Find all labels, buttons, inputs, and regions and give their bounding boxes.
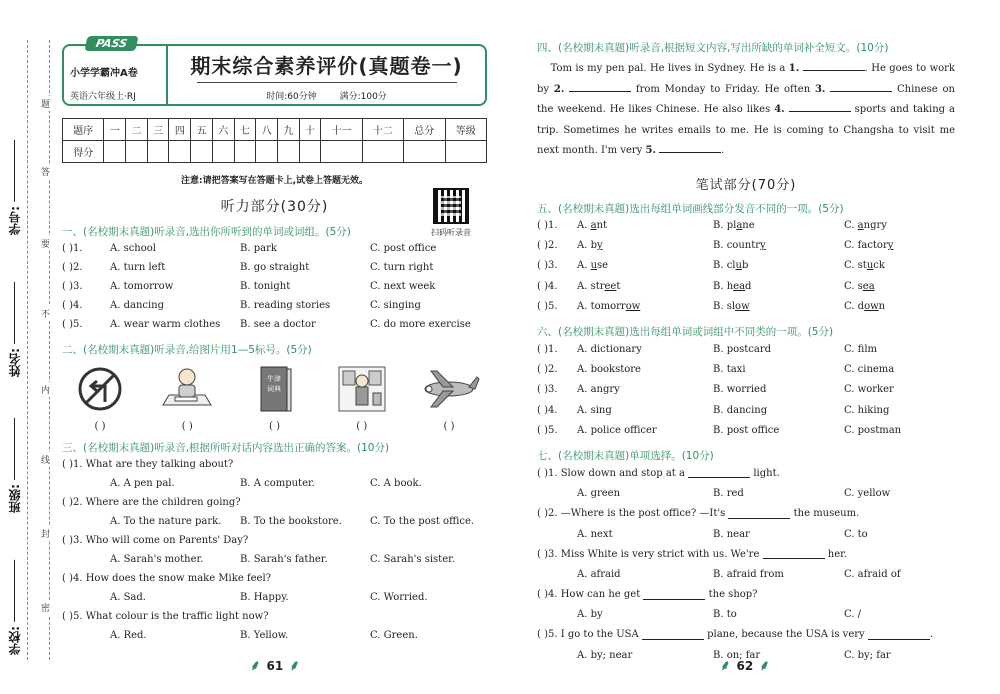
blank-input[interactable] bbox=[763, 549, 825, 559]
question-stem: ( )4. How does the snow make Mike feel? bbox=[62, 573, 272, 584]
score-cell[interactable] bbox=[321, 141, 362, 163]
score-cell[interactable] bbox=[104, 141, 126, 163]
pass-logo: PASS bbox=[84, 36, 138, 51]
list-item bbox=[62, 315, 487, 334]
book-title: 牛津 bbox=[266, 375, 281, 383]
option-c: C. cinema bbox=[844, 364, 895, 376]
list-item bbox=[537, 339, 955, 359]
blank-number: 4. bbox=[774, 104, 785, 115]
score-cell[interactable] bbox=[404, 141, 445, 163]
option-a: A. by; near bbox=[577, 649, 633, 661]
answer-paren[interactable]: ( )2. bbox=[62, 262, 83, 273]
list-item bbox=[537, 296, 955, 316]
option-c: C. A book. bbox=[370, 478, 422, 489]
option-a: A. Sarah's mother. bbox=[110, 554, 204, 565]
section-5-items bbox=[537, 216, 955, 317]
written-part-title: 笔试部分(70分) bbox=[695, 177, 797, 193]
option-c: C. Green. bbox=[370, 630, 418, 641]
option-c: C. singing bbox=[370, 300, 421, 311]
blank-number: 1. bbox=[788, 63, 800, 74]
passage-text: . bbox=[721, 145, 725, 156]
qr-code-icon[interactable] bbox=[433, 188, 469, 224]
option-b: B. postcard bbox=[713, 344, 772, 356]
section-4-heading: 四、(名校期末真题)听录音,根据短文内容,写出所缺的单词补全短文。(10分) bbox=[537, 42, 889, 54]
score-cell[interactable] bbox=[147, 141, 169, 163]
score-table-cell: 十 bbox=[299, 119, 321, 141]
score-table-cell: 题序 bbox=[63, 119, 104, 141]
answer-paren[interactable]: ( )3. bbox=[62, 281, 83, 292]
option-b: B. taxi bbox=[713, 364, 746, 376]
blank-input[interactable] bbox=[830, 82, 892, 92]
question-stem: ( )1. What are they talking about? bbox=[62, 459, 234, 470]
option-a: A. bookstore bbox=[577, 364, 641, 376]
option-a: A. To the nature park. bbox=[110, 516, 222, 527]
score-cell[interactable] bbox=[169, 141, 191, 163]
option-row bbox=[62, 588, 487, 607]
option-a: A. tomorrow bbox=[577, 300, 641, 312]
answer-paren[interactable]: ( )4. bbox=[62, 300, 83, 311]
answer-paren[interactable]: ( )3. bbox=[537, 384, 558, 396]
option-a: A. angry bbox=[577, 384, 620, 396]
option-c: C. film bbox=[844, 344, 878, 356]
passage-text: sports and taking a trip. Sometimes he writes emails to me. He is coming to Changsha to visit me next month. I'm very bbox=[537, 104, 955, 156]
book-title: 词典 bbox=[266, 385, 281, 393]
option-a: A. street bbox=[577, 280, 621, 292]
option-a: A. wear warm clothes bbox=[110, 319, 221, 330]
option-c: C. hiking bbox=[844, 404, 890, 416]
passage-text: Tom is my pen pal. He lives in Sydney. He is a bbox=[550, 63, 786, 74]
option-b: B. head bbox=[713, 280, 752, 292]
option-b: B. Happy. bbox=[240, 592, 289, 603]
option-b: B. park bbox=[240, 243, 277, 254]
option-c: C. yellow bbox=[844, 488, 891, 500]
passage-text: Chinese on the weekend. He likes Chinese. He also likes bbox=[537, 83, 955, 115]
exam-notice: 注意:请把答案写在答题卡上,试卷上答题无效。 bbox=[180, 176, 369, 186]
score-table-cell: 十一 bbox=[321, 119, 362, 141]
option-b: B. see a doctor bbox=[240, 319, 316, 330]
picture-answer-paren[interactable]: ( ) bbox=[94, 421, 106, 432]
option-c: C. by; far bbox=[844, 649, 891, 661]
option-b: B. country bbox=[713, 240, 766, 252]
school-field[interactable] bbox=[6, 560, 23, 655]
option-c: C. to bbox=[844, 528, 868, 540]
section-6-items bbox=[537, 339, 955, 440]
option-a: A. ant bbox=[577, 220, 608, 232]
picture-answer-paren[interactable]: ( ) bbox=[181, 421, 193, 432]
list-item bbox=[537, 420, 955, 440]
option-c: C. next week bbox=[370, 281, 436, 292]
blank-input[interactable] bbox=[728, 509, 790, 519]
option-a: A. Sad. bbox=[110, 592, 146, 603]
option-c: C. worker bbox=[844, 384, 894, 396]
score-table-cell: 六 bbox=[212, 119, 234, 141]
man-on-train-icon bbox=[335, 363, 389, 415]
score-table-cell: 十二 bbox=[362, 119, 403, 141]
section-7-heading: 七、(名校期末真题)单项选择。(10分) bbox=[537, 450, 714, 463]
option-a: A. Red. bbox=[110, 630, 147, 641]
option-b: B. Yellow. bbox=[240, 630, 289, 641]
score-cell[interactable] bbox=[126, 141, 148, 163]
question-stem: ( )3. Who will come on Parents' Day? bbox=[62, 535, 249, 546]
title-divider bbox=[197, 82, 457, 83]
blank-number: 2. bbox=[553, 83, 565, 95]
section-5-heading: 五、(名校期末真题)选出每组单词画线部分发音不同的一项。(5分) bbox=[537, 202, 844, 215]
list-item bbox=[537, 216, 955, 236]
binding-char: 不 bbox=[41, 306, 50, 321]
blank-input[interactable] bbox=[688, 468, 750, 478]
option-c: C. sea bbox=[844, 280, 875, 292]
question-stem: ( )4. How can he get the shop? bbox=[537, 589, 758, 601]
boy-writing-icon bbox=[157, 365, 217, 413]
list-item bbox=[537, 360, 955, 380]
score-table-cell: 二 bbox=[126, 119, 148, 141]
score-cell[interactable] bbox=[256, 141, 278, 163]
palm-icon: ⸙ bbox=[720, 658, 731, 674]
option-b: B. slow bbox=[713, 300, 750, 312]
blank-input[interactable] bbox=[642, 630, 704, 640]
brand-block bbox=[64, 37, 168, 104]
page-number-text: 61 bbox=[266, 658, 284, 673]
series-name: 小学学霸冲A卷 bbox=[70, 68, 138, 79]
blank-input[interactable] bbox=[659, 143, 721, 153]
question-stem: ( )5. What colour is the traffic light now? bbox=[62, 611, 269, 622]
blank-input[interactable] bbox=[643, 590, 705, 600]
score-cell[interactable] bbox=[299, 141, 321, 163]
binding-char: 内 bbox=[41, 382, 50, 397]
score-table-cell: 九 bbox=[277, 119, 299, 141]
section-1-heading: 一、(名校期末真题)听录音,选出你所听到的单词或词组。(5分) bbox=[62, 226, 351, 238]
picture-item bbox=[68, 363, 132, 432]
score-table-cell: 一 bbox=[104, 119, 126, 141]
option-b: B. near bbox=[713, 528, 750, 540]
cut-line-inner bbox=[49, 40, 50, 660]
exam-header bbox=[62, 37, 487, 106]
option-b: B. Sarah's father. bbox=[240, 554, 328, 565]
list-item bbox=[62, 296, 487, 315]
question-stem: ( )3. Miss White is very strict with us. We're her. bbox=[537, 548, 847, 560]
score-cell[interactable] bbox=[362, 141, 403, 163]
option-row bbox=[62, 550, 487, 569]
picture-item bbox=[330, 363, 394, 432]
binding-char: 答 bbox=[41, 164, 50, 179]
score-cell[interactable] bbox=[445, 141, 487, 163]
option-row bbox=[537, 605, 955, 625]
page-title: 期末综合素养评价(真题卷一) bbox=[190, 54, 463, 78]
blank-input[interactable] bbox=[803, 61, 865, 71]
student-number-field[interactable] bbox=[6, 140, 23, 235]
palm-icon: ⸙ bbox=[289, 658, 300, 674]
binding-char: 要 bbox=[41, 236, 50, 251]
option-a: A. sing bbox=[577, 404, 612, 416]
score-table-header-row bbox=[63, 119, 487, 141]
binding-char: 题 bbox=[41, 96, 50, 111]
option-b: B. on; far bbox=[713, 649, 761, 661]
blank-input[interactable] bbox=[868, 630, 930, 640]
question-stem: ( )2. —Where is the post office? —It's the museum. bbox=[537, 508, 860, 520]
qr-caption: 扫码听录音 bbox=[431, 228, 471, 237]
list-item bbox=[537, 256, 955, 276]
palm-icon: ⸙ bbox=[250, 658, 261, 674]
option-c: C. factory bbox=[844, 240, 894, 252]
blank-number: 5. bbox=[645, 145, 656, 156]
cloze-passage bbox=[537, 59, 955, 162]
option-b: B. plane bbox=[713, 220, 755, 232]
option-b: B. to bbox=[713, 609, 737, 621]
school-label: 学校: bbox=[8, 626, 22, 655]
option-a: A. use bbox=[577, 260, 609, 272]
score-table-score-row bbox=[63, 141, 487, 163]
page-number-text: 62 bbox=[736, 658, 754, 673]
grade-label: 英语六年级上·RJ bbox=[70, 92, 136, 102]
option-row bbox=[62, 626, 487, 645]
qr-code-block[interactable] bbox=[425, 188, 477, 238]
option-b: B. reading stories bbox=[240, 300, 331, 311]
list-item bbox=[537, 236, 955, 256]
option-b: B. tonight bbox=[240, 281, 291, 292]
option-row bbox=[537, 484, 955, 504]
picture-answer-paren[interactable]: ( ) bbox=[269, 421, 280, 432]
answer-paren[interactable]: ( )4. bbox=[537, 280, 558, 292]
page-number-right bbox=[720, 656, 770, 675]
class-label: 班级: bbox=[8, 484, 22, 513]
cut-line-outer bbox=[27, 40, 28, 660]
option-a: A. tomorrow bbox=[110, 281, 174, 292]
option-c: C. do more exercise bbox=[370, 319, 471, 330]
option-b: B. A computer. bbox=[240, 478, 315, 489]
picture-item bbox=[155, 363, 219, 432]
student-name-field[interactable] bbox=[6, 282, 23, 377]
exam-meta bbox=[168, 89, 485, 102]
option-b: B. club bbox=[713, 260, 749, 272]
dictionary-book-icon bbox=[255, 363, 295, 415]
option-a: A. next bbox=[577, 528, 613, 540]
answer-paren[interactable]: ( )2. bbox=[537, 240, 558, 252]
binding-margin bbox=[0, 0, 58, 694]
palm-icon: ⸙ bbox=[759, 658, 770, 674]
title-area bbox=[168, 46, 485, 104]
question-stem: ( )5. I go to the USA plane, because the USA is very . bbox=[537, 629, 934, 641]
student-number-label: 学号: bbox=[8, 206, 22, 235]
option-b: B. red bbox=[713, 488, 744, 500]
score-cell[interactable] bbox=[234, 141, 256, 163]
question-stem: ( )2. Where are the children going? bbox=[62, 497, 241, 508]
score-table-cell: 七 bbox=[234, 119, 256, 141]
option-c: C. To the post office. bbox=[370, 516, 475, 527]
option-row bbox=[62, 512, 487, 531]
binding-char: 封 bbox=[41, 526, 50, 541]
question-stem: ( )1. Slow down and stop at a light. bbox=[537, 467, 780, 479]
score-table-cell: 八 bbox=[256, 119, 278, 141]
section-6-heading: 六、(名校期末真题)选出每组单词或词组中不同类的一项。(5分) bbox=[537, 326, 834, 339]
airplane-icon bbox=[417, 367, 481, 411]
student-name-label: 姓名: bbox=[8, 348, 22, 377]
passage-text: from Monday to Friday. He often bbox=[635, 83, 811, 95]
time-limit: 时间:60分钟 bbox=[266, 92, 317, 102]
option-a: A. green bbox=[577, 488, 621, 500]
answer-paren[interactable]: ( )5. bbox=[537, 424, 558, 436]
listening-part-title: 听力部分(30分) bbox=[220, 199, 329, 215]
list-item bbox=[62, 258, 487, 277]
option-c: C. turn right bbox=[370, 262, 434, 273]
answer-paren[interactable]: ( )2. bbox=[537, 364, 558, 376]
picture-row bbox=[62, 363, 487, 432]
option-b: B. go straight bbox=[240, 262, 310, 273]
right-page bbox=[537, 40, 955, 665]
section-1-items bbox=[62, 239, 487, 334]
score-table-cell: 四 bbox=[169, 119, 191, 141]
class-field[interactable] bbox=[6, 418, 23, 513]
option-row bbox=[62, 474, 487, 493]
passage-text: . He goes to work by bbox=[537, 63, 955, 95]
binding-char: 密 bbox=[41, 600, 50, 615]
score-cell[interactable] bbox=[277, 141, 299, 163]
option-a: A. afraid bbox=[577, 568, 621, 580]
binding-char: 线 bbox=[41, 452, 50, 467]
picture-item bbox=[243, 363, 307, 432]
picture-answer-paren[interactable]: ( ) bbox=[356, 421, 368, 432]
option-b: B. post office bbox=[713, 424, 780, 436]
section-7-items bbox=[537, 463, 955, 665]
option-row bbox=[537, 524, 955, 544]
list-item bbox=[62, 277, 487, 296]
list-item bbox=[62, 239, 487, 258]
answer-paren[interactable]: ( )5. bbox=[62, 319, 83, 330]
blank-input[interactable] bbox=[789, 102, 851, 112]
answer-paren[interactable]: ( )4. bbox=[537, 404, 558, 416]
option-a: A. turn left bbox=[110, 262, 166, 273]
option-c: C. down bbox=[844, 300, 886, 312]
list-item bbox=[537, 400, 955, 420]
option-b: B. afraid from bbox=[713, 568, 784, 580]
page-number-left bbox=[250, 656, 300, 675]
score-cell[interactable] bbox=[212, 141, 234, 163]
section-3-heading: 三、(名校期末真题)听录音,根据所听对话内容选出正确的答案。(10分) bbox=[62, 442, 390, 454]
option-b: B. worried bbox=[713, 384, 767, 396]
answer-paren[interactable]: ( )5. bbox=[537, 300, 558, 312]
option-c: C. Worried. bbox=[370, 592, 428, 603]
score-row-label: 得分 bbox=[63, 141, 104, 163]
picture-answer-paren[interactable]: ( ) bbox=[443, 421, 455, 432]
left-page bbox=[62, 37, 487, 645]
option-c: C. postman bbox=[844, 424, 902, 436]
no-left-turn-sign-icon bbox=[77, 366, 123, 412]
section-2-heading: 二、(名校期末真题)听录音,给图片用1—5标号。(5分) bbox=[62, 344, 312, 356]
score-table-cell: 五 bbox=[191, 119, 213, 141]
score-table-cell: 总分 bbox=[404, 119, 445, 141]
list-item bbox=[537, 380, 955, 400]
list-item bbox=[537, 276, 955, 296]
option-c: C. afraid of bbox=[844, 568, 901, 580]
answer-paren[interactable]: ( )1. bbox=[537, 220, 558, 232]
blank-number: 3. bbox=[814, 83, 826, 95]
score-table-cell: 三 bbox=[147, 119, 169, 141]
option-row bbox=[537, 564, 955, 584]
option-c: C. post office bbox=[370, 243, 437, 254]
option-a: A. by bbox=[577, 609, 603, 621]
option-a: A. A pen pal. bbox=[110, 478, 175, 489]
option-c: C. Sarah's sister. bbox=[370, 554, 455, 565]
blank-input[interactable] bbox=[569, 82, 631, 92]
section-3-items bbox=[62, 455, 487, 645]
option-a: A. by bbox=[577, 240, 603, 252]
full-score: 满分:100分 bbox=[339, 92, 387, 102]
score-table-cell: 等级 bbox=[445, 119, 487, 141]
option-a: A. dancing bbox=[110, 300, 165, 311]
answer-paren[interactable]: ( )1. bbox=[62, 243, 83, 254]
score-table bbox=[62, 118, 487, 163]
answer-paren[interactable]: ( )1. bbox=[537, 344, 558, 356]
option-a: A. police officer bbox=[577, 424, 657, 436]
score-cell[interactable] bbox=[191, 141, 213, 163]
option-b: B. dancing bbox=[713, 404, 768, 416]
option-a: A. dictionary bbox=[577, 344, 642, 356]
option-b: B. To the bookstore. bbox=[240, 516, 342, 527]
picture-item bbox=[417, 363, 481, 432]
option-c: C. / bbox=[844, 609, 862, 621]
option-a: A. school bbox=[110, 243, 156, 254]
option-c: C. stuck bbox=[844, 260, 885, 272]
option-c: C. angry bbox=[844, 220, 887, 232]
answer-paren[interactable]: ( )3. bbox=[537, 260, 558, 272]
